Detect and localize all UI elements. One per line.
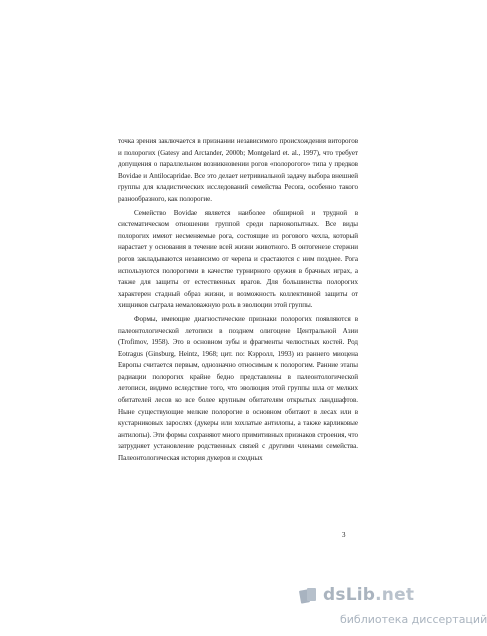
paragraph-continuation: точка зрения заключается в признании независимого происхождения виторогов и полорогих (Gatesy and Arctander, 2000b; Montgelard et. al., 1997), что требует допущения о параллельном возникновении рогов «полорогого» типа у предков Bovidae и Antilocapridae. Все это делает нетривиальной задачу выбора внешней группы для кладистических исследований семейства Pecora, особенно такого разнообразного, как полорогие. <box>118 137 358 203</box>
paragraph-fossil-record: Формы, имеющие диагностические признаки полорогих появляются в палеонтологической летописи в позднем олигоцене Центральной Азии (Trofimov, 1958). Это в основном зубы и фрагменты челюстных костей. Род Eotragus (Ginsburg, Heintz, 1968; цит. по: Кэрролл, 1993) из раннего миоцена Европы считается первым, однозначно относимым к полорогим. Ранние этапы радиации полорогих крайне бедно представлены в палеонтологической летописи, видимо вследствие того, что эволюция этой группы шла от мелких обитателей лесов ко все более крупным обитателям открытых ландшафтов. Ныне существующие мелкие полорогие в основном обитают в лесах или в кустарниковых зарослях (дукеры или хохлатые антилопы, а также карликовые антилопы). Эти формы сохраняют много примитивных признаков строения, что затрудняет установление родственных связей с другими членами семейства. Палеонтологическая история дукеров и сходных <box>118 314 358 463</box>
page-number: 3 <box>342 531 346 539</box>
body-text <box>118 136 358 465</box>
watermark-name: dsLib.net <box>323 585 415 605</box>
site-watermark <box>300 585 487 635</box>
paragraph-bovidae: Семейство Bovidae является наиболее обширной и трудной в систематическом отношении группой среди парнокопытных. Все виды полорогих имеют несменяемые рога, состоящие из рогового чехла, который нарастает у основания в течение всей жизни животного. В онтогенезе стержни рогов закладываются независимо от черепа и срастаются с ним позднее. Рога используются полорогими в качестве турнирного оружия в брачных играх, а также для защиты от естественных врагов. Для большинства полорогих характерен стадный образ жизни, и возможность коллективной защиты от хищников сыграла немаловажную роль в эволюции этой группы. <box>118 208 358 310</box>
watermark-subtitle: библиотека диссертаций <box>340 613 487 626</box>
books-icon <box>300 585 320 605</box>
watermark-logo <box>300 585 414 605</box>
